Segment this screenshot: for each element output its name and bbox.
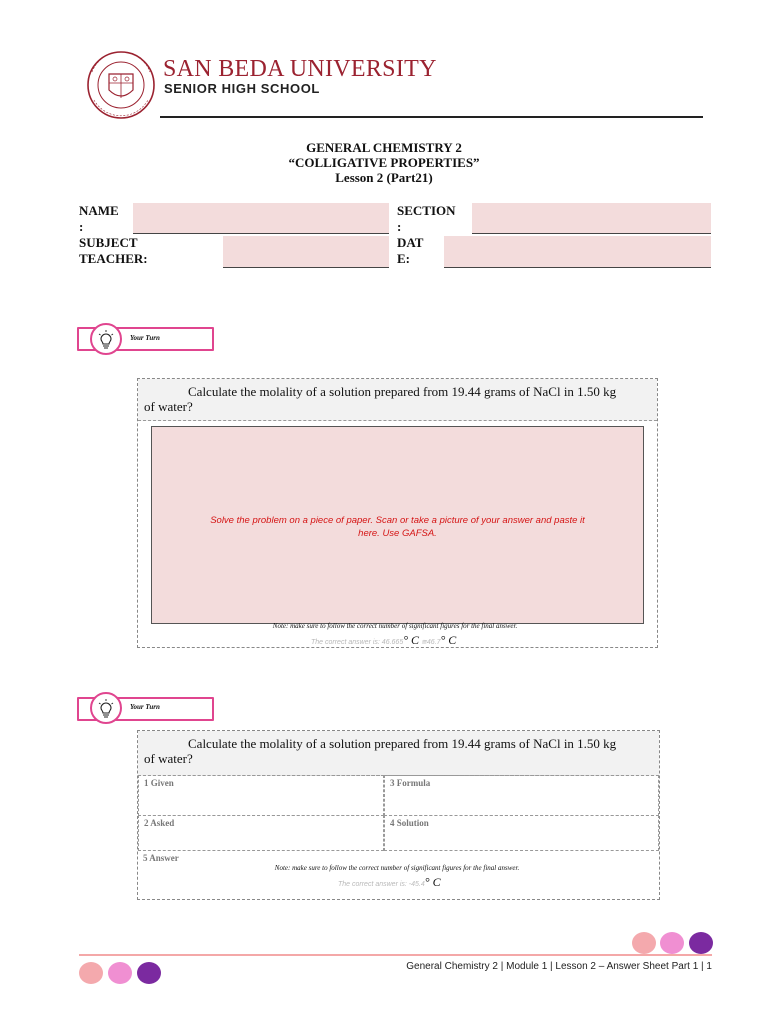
name-field[interactable]	[133, 203, 389, 234]
correct-answer-2: The correct answer is: -45.4° C	[338, 875, 441, 889]
sig-fig-note-1: Note: make sure to follow the correct number of significant figures for the final answer.	[272, 622, 518, 630]
school-name: SENIOR HIGH SCHOOL	[164, 81, 320, 96]
lightbulb-brain-icon	[90, 692, 122, 724]
footer-text: General Chemistry 2 | Module 1 | Lesson 2 – Answer Sheet Part 1 | 1	[406, 961, 712, 972]
sig-fig-note-2: Note: make sure to follow the correct number of significant figures for the final answer.	[274, 864, 520, 872]
your-turn-label-2: Your Turn	[130, 703, 160, 711]
given-cell[interactable]: 1 Given	[138, 775, 384, 816]
question-header-1: Calculate the molality of a solution prepared from 19.44 grams of NaCl in 1.50 kg of water?	[138, 379, 657, 421]
footer-dot-magenta	[108, 962, 132, 984]
footer-divider	[79, 954, 712, 956]
formula-cell[interactable]: 3 Formula	[384, 775, 659, 816]
solution-cell[interactable]: 4 Solution	[384, 815, 659, 851]
answer-paste-area[interactable]	[151, 426, 644, 624]
subject-teacher-label: SUBJECT TEACHER:	[79, 235, 148, 266]
footer-dot-pink	[79, 962, 103, 984]
subject-title: GENERAL CHEMISTRY 2	[306, 140, 462, 155]
section-label: SECTION :	[397, 203, 456, 234]
question-header-2: Calculate the molality of a solution prepared from 19.44 grams of NaCl in 1.50 kg of water?	[138, 731, 659, 776]
date-label: DAT E:	[397, 235, 424, 266]
footer-dot-purple	[137, 962, 161, 984]
san-beda-seal-icon	[82, 50, 160, 120]
footer-dot-pink	[632, 932, 656, 954]
document-title-block	[0, 140, 768, 185]
university-name: SAN BEDA UNIVERSITY	[163, 56, 437, 82]
section-field[interactable]	[472, 203, 711, 234]
header-divider	[160, 116, 703, 118]
name-label: NAME :	[79, 203, 119, 234]
lesson-title: Lesson 2 (Part21)	[335, 170, 433, 185]
topic-title: “COLLIGATIVE PROPERTIES”	[288, 155, 480, 170]
footer-dot-purple	[689, 932, 713, 954]
your-turn-label-1: Your Turn	[130, 334, 160, 342]
lightbulb-brain-icon	[90, 323, 122, 355]
instruction-text: Solve the problem on a piece of paper. Scan or take a picture of your answer and paste it here. Use GAFSA.	[210, 515, 585, 539]
footer-dot-magenta	[660, 932, 684, 954]
subject-teacher-field[interactable]	[223, 236, 389, 268]
date-field[interactable]	[444, 236, 711, 268]
answer-label: 5 Answer	[143, 853, 179, 863]
correct-answer-1: The correct answer is: 46.665° C ≅46.7° C	[311, 633, 457, 647]
asked-cell[interactable]: 2 Asked	[138, 815, 384, 851]
